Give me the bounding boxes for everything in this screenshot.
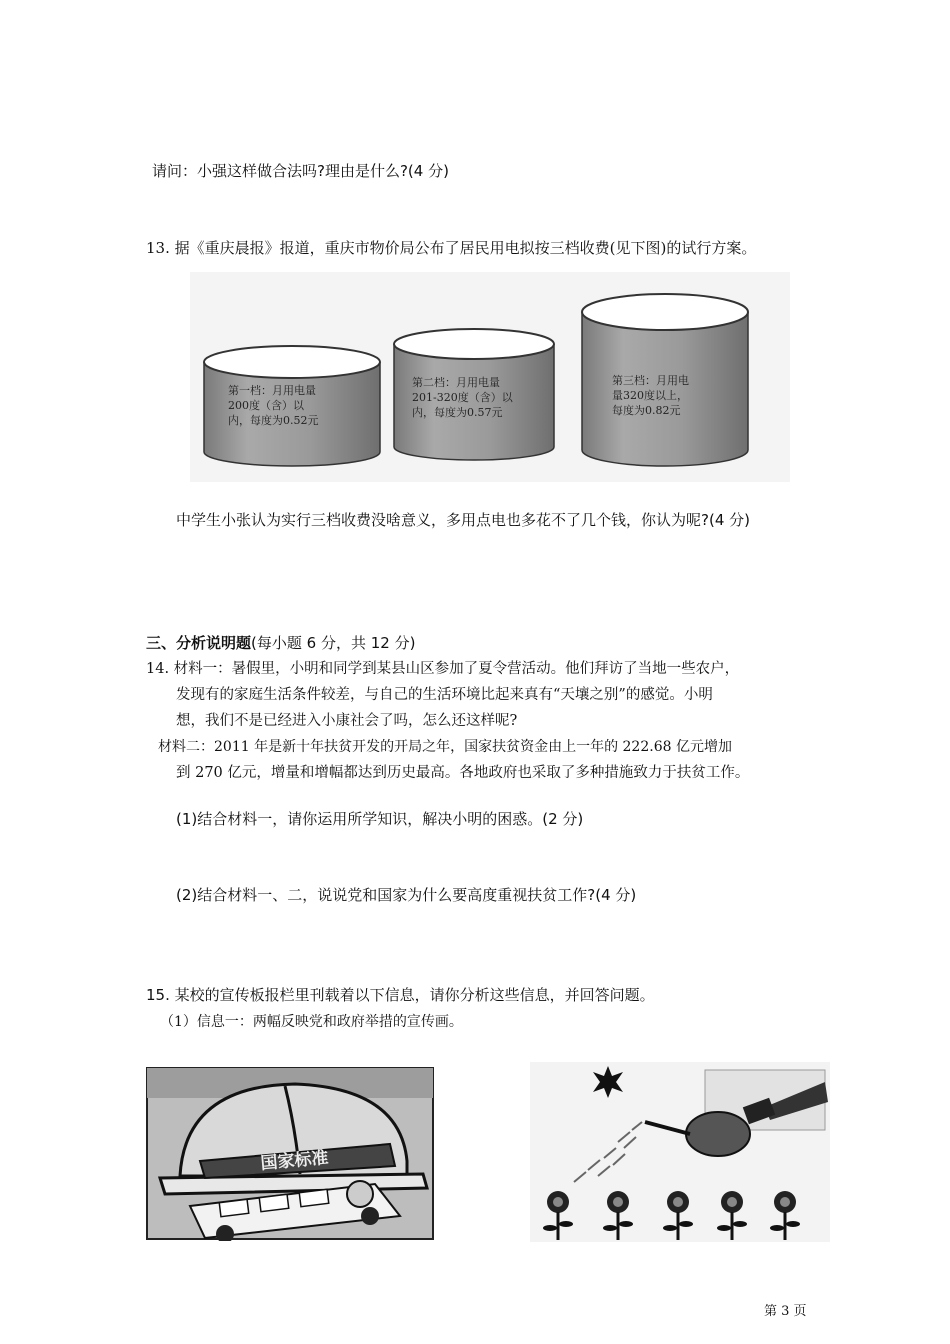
q14-sub1: (1)结合材料一，请你运用所学知识，解决小明的困惑。(2 分) bbox=[176, 810, 584, 828]
helmet-label: 国家标准 bbox=[259, 1148, 330, 1174]
q15-info1: （1）信息一：两幅反映党和政府举措的宣传画。 bbox=[160, 1014, 463, 1030]
q14-material1-line1: 14. 材料一：暑假里，小明和同学到某县山区参加了夏令营活动。他们拜访了当地一些农户， bbox=[146, 661, 740, 677]
section-3-heading bbox=[146, 632, 415, 654]
watering-flowers-cartoon bbox=[530, 1062, 830, 1242]
page-number: 第 3 页 bbox=[764, 1304, 807, 1319]
q14-sub2: (2)结合材料一、二，说说党和国家为什么要高度重视扶贫工作?(4 分) bbox=[176, 886, 637, 904]
tier-1-caption: 第一档：月用电量 200度（含）以 内，每度为0.52元 bbox=[228, 384, 319, 427]
q15-stem: 15. 某校的宣传板报栏里刊载着以下信息，请你分析这些信息，并回答问题。 bbox=[146, 986, 655, 1004]
section-3-title: 三、分析说明题 bbox=[146, 634, 252, 652]
q13-stem: 13. 据《重庆晨报》报道，重庆市物价局公布了居民用电拟按三档收费(见下图)的试行方案。 bbox=[146, 239, 757, 257]
tier-3-caption: 第三档：月用电 量320度以上， 每度为0.82元 bbox=[612, 374, 689, 417]
section-3-note: (每小题 6 分，共 12 分) bbox=[251, 634, 416, 652]
q14-material2-line1: 材料二：2011 年是新十年扶贫开发的开局之年，国家扶贫资金由上一年的 222.68 亿元增加 bbox=[158, 739, 732, 755]
q14-material1-line2: 发现有的家庭生活条件较差，与自己的生活环境比起来真有“天壤之别”的感觉。小明 bbox=[176, 687, 713, 703]
q12-question: 请问：小强这样做合法吗?理由是什么?(4 分) bbox=[152, 162, 449, 180]
tier-2-caption: 第二档：月用电量 201-320度（含）以 内，每度为0.57元 bbox=[412, 376, 513, 419]
q14-material1-line3: 想，我们不是已经进入小康社会了吗，怎么还这样呢? bbox=[176, 713, 518, 729]
q13-question: 中学生小张认为实行三档收费没啥意义，多用点电也多花不了几个钱，你认为呢?(4 分) bbox=[176, 511, 750, 529]
helmet-bus-cartoon bbox=[145, 1066, 435, 1241]
q14-material2-line2: 到 270 亿元，增量和增幅都达到历史最高。各地政府也采取了多种措施致力于扶贫工作。 bbox=[176, 765, 750, 781]
